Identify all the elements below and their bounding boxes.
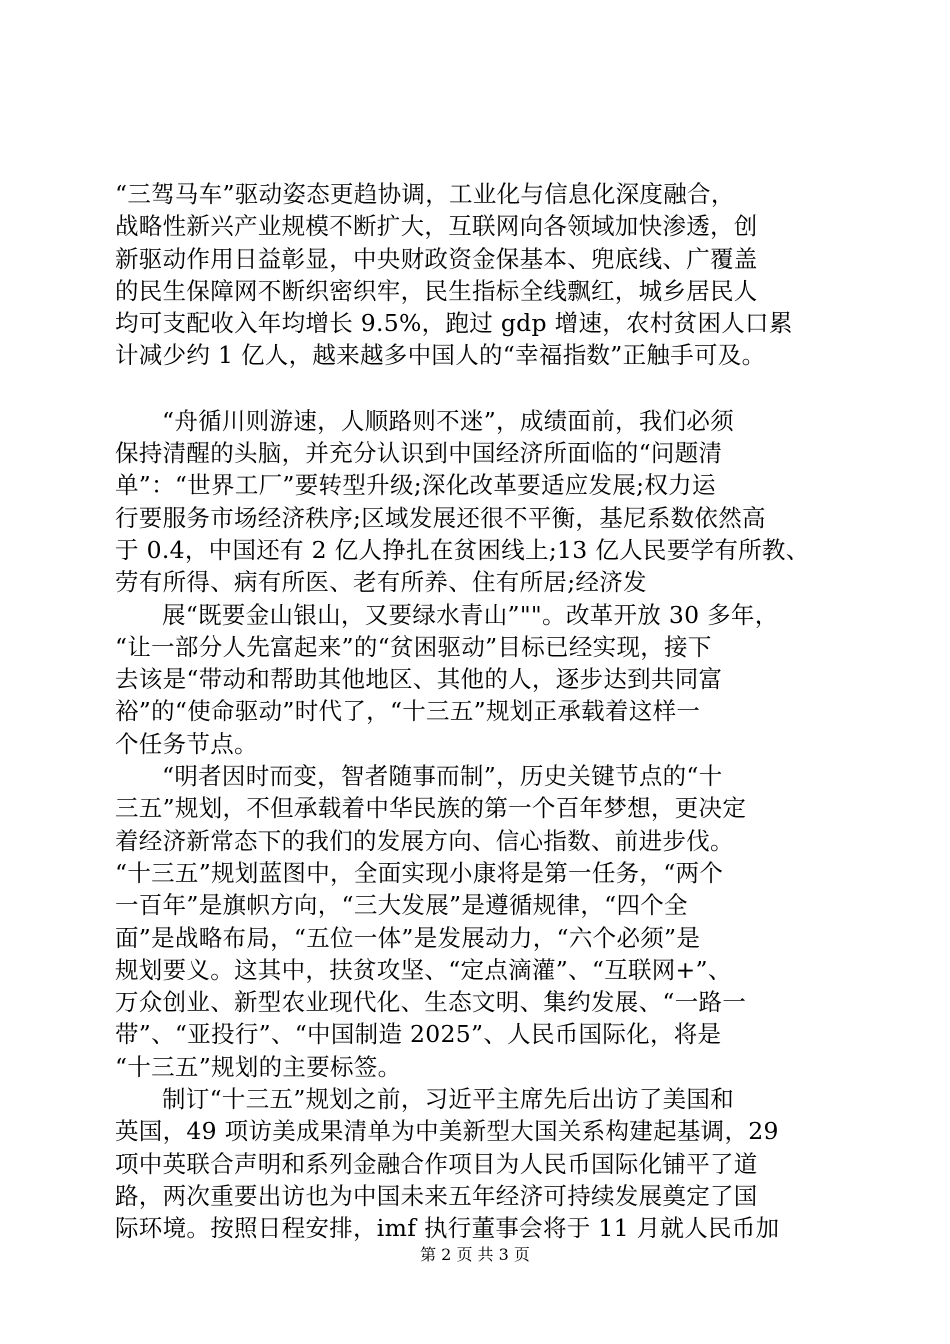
text-line: 单”：“世界工厂”要转型升级;深化改革要适应发展;权力运 xyxy=(115,471,716,500)
text-line: 行要服务市场经济秩序;区域发展还很不平衡，基尼系数依然高 xyxy=(115,503,766,532)
text-line: 去该是“带动和帮助其他地区、其他的人，逐步达到共同富 xyxy=(115,665,723,694)
text-line: 规划要义。这其中，扶贫攻坚、“定点滴灌”、“互联网+”、 xyxy=(115,955,732,984)
text-line: “十三五”规划蓝图中，全面实现小康将是第一任务，“两个 xyxy=(115,858,724,887)
text-line: 英国，49 项访美成果清单为中美新型大国关系构建起基调，29 xyxy=(115,1117,779,1146)
text-line: “十三五”规划的主要标签。 xyxy=(115,1052,402,1081)
text-line: 面”是战略布局，“五位一体”是发展动力，“六个必须”是 xyxy=(115,923,701,952)
text-line: 的民生保障网不断织密织牢，民生指标全线飘红，城乡居民人 xyxy=(115,276,758,305)
text-line: 带”、“亚投行”、“中国制造 2025”、人民币国际化，将是 xyxy=(115,1020,722,1049)
text-line: 新驱动作用日益彰显，中央财政资金保基本、兜底线、广覆盖 xyxy=(115,244,758,273)
document-body xyxy=(115,178,835,1245)
paragraph-1 xyxy=(115,178,835,372)
text-line: 展“既要金山银山，又要绿水青山”""。改革开放 30 多年， xyxy=(162,600,779,629)
text-line: 计减少约 1 亿人，越来越多中国人的“幸福指数”正触手可及。 xyxy=(115,341,766,370)
text-line: 于 0.4，中国还有 2 亿人挣扎在贫困线上;13 亿人民要学有所教、 xyxy=(115,535,810,564)
paragraph-2 xyxy=(115,405,835,599)
text-line: 劳有所得、病有所医、老有所养、住有所居;经济发 xyxy=(115,568,647,597)
text-line: 三五”规划，不但承载着中华民族的第一个百年梦想，更决定 xyxy=(115,794,747,823)
text-line: 制订“十三五”规划之前，习近平主席先后出访了美国和 xyxy=(162,1085,735,1114)
text-line: 际环境。按照日程安排，imf 执行董事会将于 11 月就人民币加 xyxy=(115,1214,780,1243)
text-line: 裕”的“使命驱动”时代了，“十三五”规划正承载着这样一 xyxy=(115,697,701,726)
paragraph-gap xyxy=(115,372,835,405)
text-line: 保持清醒的头脑，并充分认识到中国经济所面临的“问题清 xyxy=(115,439,723,468)
text-line: 项中英联合声明和系列金融合作项目为人民币国际化铺平了道 xyxy=(115,1149,758,1178)
text-line: “让一部分人先富起来”的“贫困驱动”目标已经实现，接下 xyxy=(115,632,712,661)
text-line: 均可支配收入年均增长 9.5%，跑过 gdp 增速，农村贫困人口累 xyxy=(115,309,793,338)
text-line: 战略性新兴产业规模不断扩大，互联网向各领域加快渗透，创 xyxy=(115,212,758,241)
text-line: 个任务节点。 xyxy=(115,729,258,758)
paragraph-3 xyxy=(115,599,835,760)
text-line: 万众创业、新型农业现代化、生态文明、集约发展、“一路一 xyxy=(115,988,747,1017)
text-line: “三驾马车”驱动姿态更趋协调，工业化与信息化深度融合， xyxy=(115,180,735,208)
paragraph-5 xyxy=(115,1083,835,1244)
text-line: 着经济新常态下的我们的发展方向、信心指数、前进步伐。 xyxy=(115,826,734,855)
paragraph-4 xyxy=(115,760,835,1083)
text-line: “舟循川则游速，人顺路则不迷”，成绩面前，我们必须 xyxy=(162,406,735,435)
text-line: 一百年”是旗帜方向，“三大发展”是遵循规律，“四个全 xyxy=(115,891,688,920)
page-number-footer: 第 2 页 共 3 页 xyxy=(420,1245,530,1264)
text-line: 路，两次重要出访也为中国未来五年经济可持续发展奠定了国 xyxy=(115,1181,758,1210)
text-line: “明者因时而变，智者随事而制”，历史关键节点的“十 xyxy=(162,762,723,791)
